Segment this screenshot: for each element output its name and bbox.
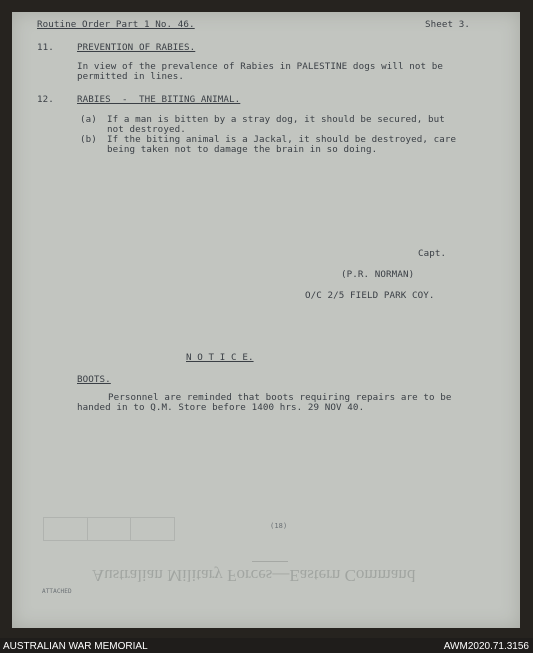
routine-order-header: Routine Order Part 1 No. 46.	[37, 19, 195, 30]
item-12a-line2: not destroyed.	[107, 124, 186, 135]
sheet-number: Sheet 3.	[425, 19, 471, 30]
notice-line2: handed in to Q.M. Store before 1400 hrs. 29 NOV 40.	[77, 402, 365, 413]
signature-name: (P.R. NORMAN)	[341, 269, 415, 280]
bleed-through-text: Australian Military Forces—Eastern Command	[92, 566, 416, 585]
notice-heading: N O T I C E.	[186, 352, 254, 363]
item-12b-line1: If the biting animal is a Jackal, it should be destroyed, care	[107, 134, 457, 145]
item-12a-line1: If a man is bitten by a stray dog, it should be secured, but	[107, 114, 445, 125]
notice-line1: Personnel are reminded that boots requiring repairs are to be	[108, 392, 452, 403]
corner-faint-text: ATTACHED	[42, 588, 72, 595]
signature-unit: O/C 2/5 FIELD PARK COY.	[305, 290, 435, 301]
faint-rule	[252, 561, 288, 562]
footer-credit: AUSTRALIAN WAR MEMORIAL	[3, 641, 148, 652]
item-12-title: RABIES - THE BITING ANIMAL.	[77, 94, 241, 105]
item-11-title: PREVENTION OF RABIES.	[77, 42, 196, 53]
item-12-number: 12.	[37, 94, 54, 105]
item-11-number: 11.	[37, 42, 54, 53]
item-12a-label: (a)	[80, 114, 97, 125]
item-11-text-line1: In view of the prevalence of Rabies in PALESTINE dogs will not be	[77, 61, 444, 72]
item-12b-label: (b)	[80, 134, 97, 145]
item-12b-line2: being taken not to damage the brain in so doing.	[107, 144, 378, 155]
notice-subheading: BOOTS.	[77, 374, 111, 385]
signature-rank: Capt.	[418, 248, 447, 259]
faint-stamp-number: (18)	[270, 522, 288, 530]
item-11-text-line2: permitted in lines.	[77, 71, 184, 82]
faint-stamp-box	[43, 517, 175, 541]
footer-accession-number: AWM2020.71.3156	[443, 641, 529, 652]
